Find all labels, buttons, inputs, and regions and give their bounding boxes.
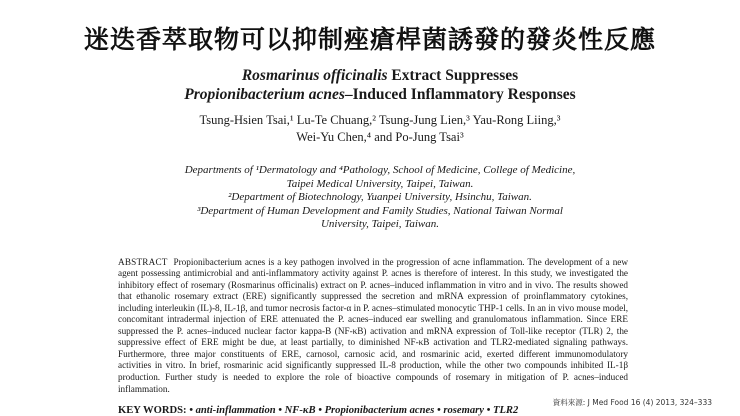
keywords-text: • anti-inflammation • NF-κB • Propionibacterium acnes • rosemary • TLR2 [189,405,519,416]
affiliation-line: ³Department of Human Development and Family Studies, National Taiwan Normal [197,204,563,217]
paper-title [118,66,642,104]
source-citation: 資料來源: J Med Food 16 (4) 2013, 324–333 [552,398,712,407]
affiliation-line: Departments of ¹Dermatology and ⁴Pathology, School of Medicine, College of Medicine, [184,164,576,176]
abstract [118,257,628,396]
affiliations [118,164,642,232]
paper-title-rest-1: Extract Suppresses [387,67,519,84]
paper-title-rest-2: –Induced Inflammatory Responses [344,86,576,103]
affiliation-line: ²Department of Biotechnology, Yuanpei University, Hsinchu, Taiwan. [228,191,532,203]
paper-excerpt [118,66,642,416]
authors [118,112,642,146]
paper-title-italic-2: Propionibacterium acnes [184,86,345,103]
paper-title-italic-1: Rosmarinus officinalis [241,67,388,84]
abstract-label: ABSTRACT [118,256,168,267]
affiliation-line: University, Taipei, Taiwan. [320,218,440,230]
keywords-label: KEY WORDS: [118,405,187,416]
affiliation-line: Taipei Medical University, Taipei, Taiwan. [286,177,474,190]
authors-line-2: Wei-Yu Chen,⁴ and Po-Jung Tsai³ [296,130,464,144]
authors-line-1: Tsung-Hsien Tsai,¹ Lu-Te Chuang,² Tsung-Jung Lien,³ Yau-Rong Liing,³ [199,113,561,127]
abstract-text: Propionibacterium acnes is a key pathogen involved in the progression of acne inflammation. The development of a new agent possessing antimicrobial and anti-inflammatory activity against P. acnes is therefore of interest. In this study, we investigated the inhibitory effect of rosemary (Rosmarinus officinalis) extract on P. acnes–induced inflammation in vitro and in vivo. The results showed that ethanolic rosemary extract (ERE) significantly suppressed the secretion and mRNA expression of proinflammatory cytokines, including interleukin (IL)-8, IL-1β, and tumor necrosis factor-α in P. acnes–stimulated monocytic THP-1 cells. In an in vivo mouse model, concomitant intradermal injection of ERE attenuated the P. acnes–induced ear swelling and granulomatous inflammation. Since ERE suppressed the P. acnes–induced nuclear factor kappa-B (NF-κB) activation and mRNA expression of Toll-like receptor (TLR) 2, the suppressive effect of ERE might be due, at least partially, to diminished NF-κB activation and TLR2-mediated signaling pathways. Furthermore, three major constituents of ERE, carnosol, carnosic acid, and rosmarinic acid, exerted different immunomodulatory activities in vitro. In brief, rosmarinic acid significantly suppressed IL-8 production, while the other two compounds inhibited IL-1β production. Further study is needed to explore the role of bioactive compounds of rosemary in mitigation of P. acnes–induced inflammation. [118,256,628,394]
slide-title: 迷迭香萃取物可以抑制痤瘡桿菌誘發的發炎性反應 [83,25,656,54]
